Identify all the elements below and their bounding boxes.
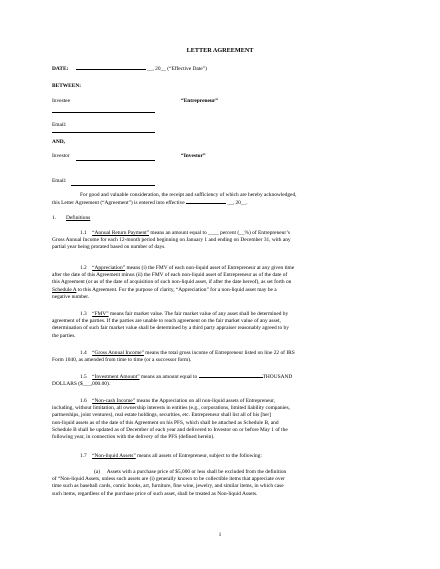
investee-email-line[interactable]	[52, 132, 155, 133]
definition-text: after the date of this Agreement minus (ii) the FMV of each non-liquid asset of Entrepreneur as of the date of	[52, 272, 288, 279]
definition-1-2	[52, 265, 389, 301]
definition-number: 1.4	[80, 350, 87, 356]
entrepreneur-label: “Entrepreneur”	[181, 98, 218, 104]
schedule-a-reference: Schedule A	[52, 286, 77, 293]
definition-number: 1.7	[80, 453, 87, 459]
definition-1-7-a	[52, 469, 389, 498]
definition-term: “Non-cash Income”	[92, 398, 136, 404]
definition-text: means all assets of Entrepreneur, subject to the following:	[137, 453, 262, 459]
definition-number: 1.3	[80, 311, 87, 317]
definition-text: means (i) the FMV of each non-liquid asset of Entrepreneur at any given time	[126, 265, 295, 271]
between-label: BETWEEN:	[52, 83, 82, 89]
definition-text: such items, regardless of the purchase price of such asset, shall be treated as Non-liquid Assets.	[52, 490, 258, 497]
definition-number: 1.2	[80, 265, 87, 271]
definition-text: Gross Annual Income for each 12-month period beginning on January 1 and ending on December 31, with any	[52, 237, 291, 244]
definition-text: means the total gross income of Entrepreneur listed on line 22 of IRS	[145, 350, 295, 356]
investee-label: Investee	[52, 98, 70, 104]
definition-text: partnerships, joint ventures), real estate holdings, securities, etc. Entrepreneur shall list all of his [her]	[52, 412, 272, 419]
definition-1-1	[52, 230, 389, 252]
definition-text: agreement of the parties. If the parties are unable to reach agreement on the fair market value of any asset,	[52, 318, 281, 325]
date-line	[52, 66, 207, 73]
definition-text: time such as baseball cards, comic books, art, furniture, fine wine, jewelry, and similar items, in which case	[52, 483, 284, 490]
definition-1-7	[52, 453, 389, 460]
definition-text: DOLLARS ($___,000.00).	[52, 381, 111, 388]
definition-1-6	[52, 398, 389, 441]
definition-number: 1.6	[80, 398, 87, 404]
definition-term: “Annual Return Payment”	[92, 230, 150, 236]
section-1-number: 1.	[52, 215, 57, 221]
definition-text: this Agreement (or as of the date of acquisition of such non-liquid asset, if after the date hereof), as set forth on	[52, 279, 292, 286]
intro-tail: __, 20__.	[227, 200, 248, 206]
definition-text: determination of such fair market value shall be determined by a third party appraiser reasonably agreed to by	[52, 325, 289, 332]
definition-1-3	[52, 311, 389, 340]
date-label: DATE:	[52, 66, 69, 72]
definition-term: “FMV”	[92, 311, 109, 317]
investor-email-line[interactable]	[71, 185, 155, 186]
investee-name-line[interactable]	[52, 112, 155, 113]
definition-term: “Non-liquid Assets”	[92, 453, 136, 459]
definition-text: means an amount equal to ____ percent (__%) of Entrepreneur’s	[150, 230, 290, 236]
definition-text: the parties.	[52, 332, 76, 339]
definition-text: to this Agreement. For the purpose of clarity, “Appreciation” for a non-liquid asset may be a	[76, 286, 277, 293]
definition-text: following year, in connection with the delivery of the PFS (defined herein).	[52, 434, 215, 441]
definition-text: partial year being prorated based on number of days.	[52, 244, 166, 251]
definition-text: Assets with a purchase price of $5,000 or less shall be excluded from the definition	[106, 469, 287, 475]
intro-text: this Letter Agreement (“Agreement”) is entered into effective	[52, 200, 185, 206]
definition-text: Form 1040, as amended from time to time (or a successor form).	[52, 357, 192, 364]
definition-term: “Gross Annual Income”	[92, 350, 144, 356]
definition-text: means an amount equal to	[140, 374, 198, 380]
definition-text: including, without limitation, all ownership interests in entities (e.g., corporations, limited liability companies,	[52, 405, 290, 412]
definition-1-5	[52, 374, 389, 388]
investor-email-label: Email:	[52, 178, 67, 184]
intro-line-2	[52, 200, 248, 207]
investee-email-label: Email:	[52, 122, 67, 128]
and-label: AND,	[52, 139, 66, 145]
investment-amount-blank[interactable]	[199, 377, 263, 378]
definition-text: of “Non-liquid Assets, unless such assets are (i) generally known to be collectible items that appreciate over	[52, 476, 285, 483]
date-blank[interactable]	[76, 69, 146, 70]
definition-text: THOUSAND	[262, 374, 293, 380]
definition-term: “Investment Amount”	[92, 374, 140, 380]
page-number: 1	[218, 532, 222, 538]
document-title: LETTER AGREEMENT	[186, 47, 254, 54]
definition-text: means fair market value. The fair market value of any asset shall be determined by	[109, 311, 289, 317]
definition-text: negative number.	[52, 293, 90, 300]
date-tail: __, 20__ (“Effective Date”)	[147, 66, 207, 72]
investor-name-line[interactable]	[76, 160, 155, 161]
section-1-title: Definitions	[66, 215, 91, 221]
investor-role-label: “Investor”	[181, 153, 206, 159]
definition-text: Schedule B shall be updated as of December of each year and delivered to Investor on or before May 1 of the	[52, 426, 288, 433]
definition-1-4	[52, 350, 389, 364]
definition-number: 1.1	[80, 230, 87, 236]
investor-label: Investor	[52, 153, 70, 159]
definition-number: 1.5	[80, 374, 87, 380]
definition-number: (a)	[94, 469, 100, 475]
definition-text: non-liquid assets as of the date of this Agreement on his PFS, which shall be attached as Schedule B, and	[52, 419, 279, 426]
intro-date-blank[interactable]	[186, 203, 226, 204]
definition-term: “Appreciation”	[92, 265, 126, 271]
intro-line-1: For good and valuable consideration, the receipt and sufficiency of which are hereby acknowledged,	[80, 192, 297, 198]
definition-text: means the Appreciation on all non-liquid assets of Entrepreneur,	[136, 398, 276, 404]
